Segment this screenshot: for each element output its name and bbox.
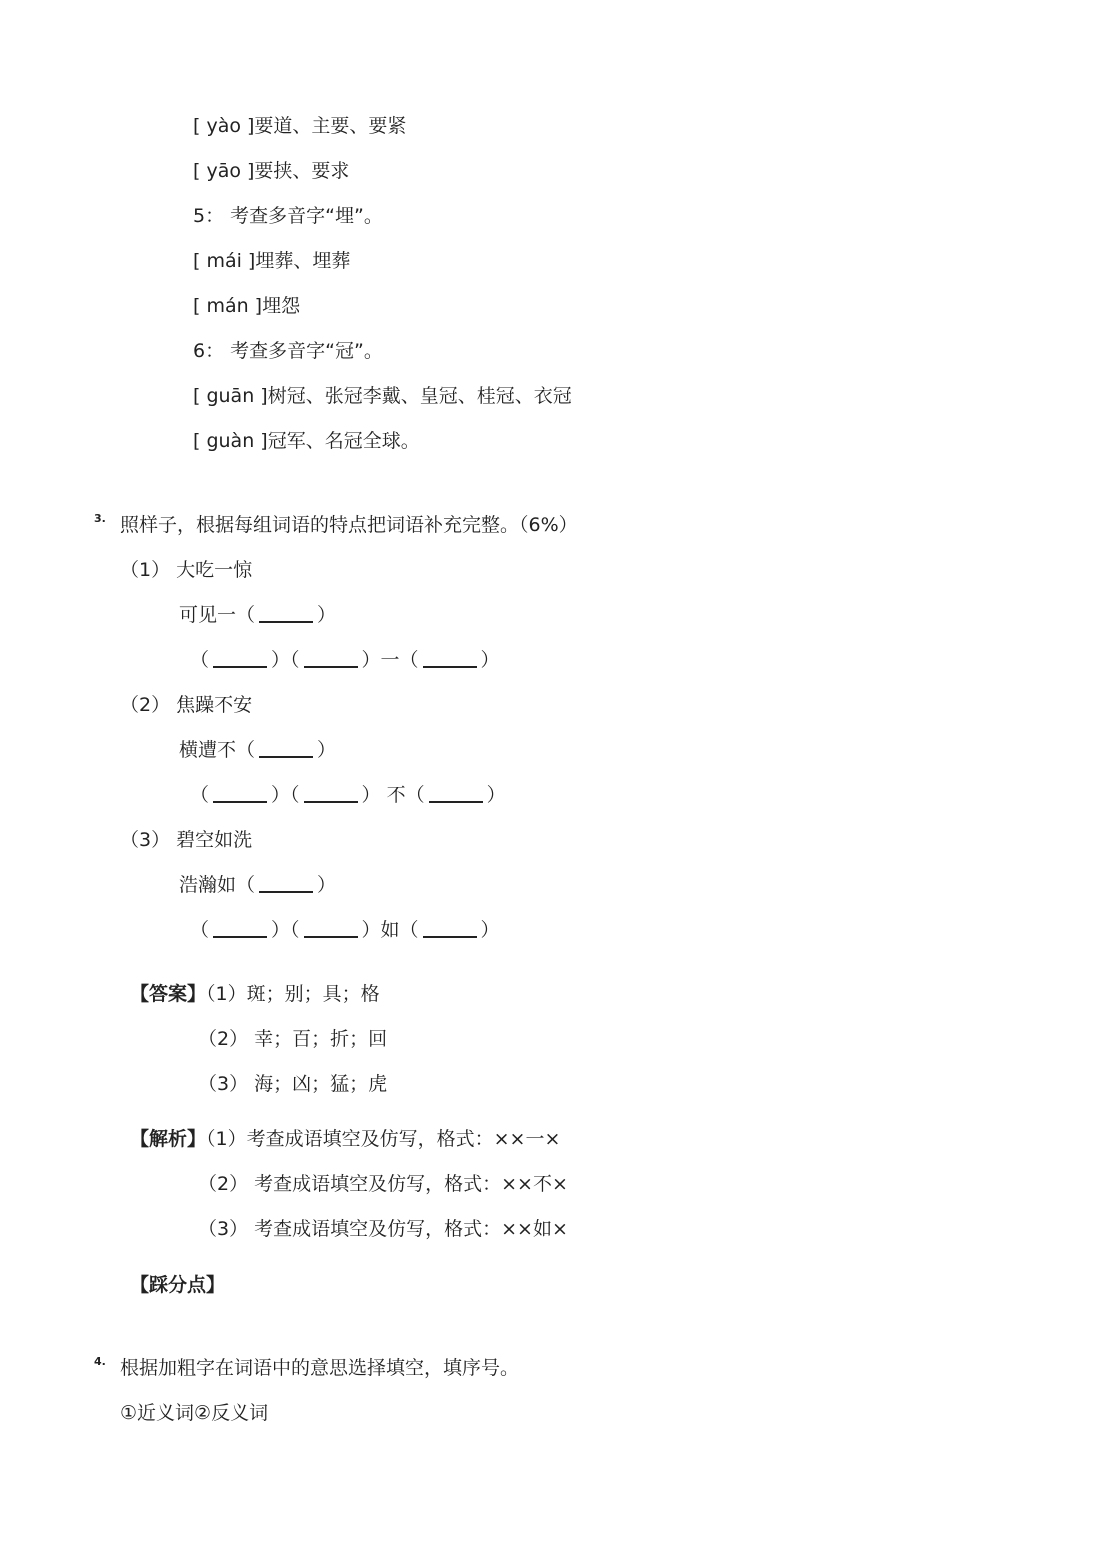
analysis-text: （1）考查成语填空及仿写，格式：××一× — [206, 1128, 561, 1150]
analysis-line — [130, 1127, 560, 1151]
analysis-text: （3） 考查成语填空及仿写，格式：××如× — [198, 1218, 568, 1240]
fill-line: 可见一（ ） — [179, 604, 337, 626]
analysis-line: [ yāo ]要挟、要求 — [193, 160, 350, 182]
answer-blank[interactable] — [304, 650, 358, 668]
answer-blank[interactable] — [429, 785, 483, 803]
group-label: （3） 碧空如洗 — [120, 829, 253, 851]
answer-blank[interactable] — [423, 650, 477, 668]
group-label: （2） 焦躁不安 — [120, 694, 253, 716]
analysis-line: [ yào ]要道、主要、要紧 — [193, 115, 407, 137]
fill-line: 横遭不（ ） — [179, 739, 337, 761]
answer-blank[interactable] — [304, 785, 358, 803]
analysis-line: 5： 考查多音字“埋”。 — [193, 205, 383, 227]
points-tag: 【踩分点】 — [130, 1274, 226, 1296]
fill-line: 浩瀚如（ ） — [179, 874, 337, 896]
answer-text: （3） 海；凶；猛；虎 — [198, 1073, 388, 1095]
analysis-text: （2） 考查成语填空及仿写，格式：××不× — [198, 1173, 568, 1195]
answer-blank[interactable] — [213, 650, 267, 668]
answer-text: （2） 幸；百；折；回 — [198, 1028, 388, 1050]
group-label: （1） 大吃一惊 — [120, 559, 253, 581]
fill-line: （ ）（ ）一（ ） — [190, 649, 500, 671]
fill-line: （ ）（ ） 不（ ） — [190, 784, 506, 806]
question-number: 4. — [94, 1355, 106, 1368]
analysis-tag: 【解析】 — [130, 1128, 207, 1150]
answer-blank[interactable] — [213, 920, 267, 938]
analysis-line: [ mán ]埋怨 — [193, 295, 301, 317]
answer-blank[interactable] — [213, 785, 267, 803]
answer-blank[interactable] — [259, 875, 313, 893]
question-number: 3. — [94, 512, 106, 525]
answer-blank[interactable] — [259, 605, 313, 623]
answer-blank[interactable] — [304, 920, 358, 938]
answer-tag: 【答案】 — [130, 983, 207, 1005]
question-prompt: 照样子，根据每组词语的特点把词语补充完整。（6%） — [120, 514, 578, 536]
answer-blank[interactable] — [423, 920, 477, 938]
question-options: ①近义词②反义词 — [120, 1402, 269, 1424]
answer-blank[interactable] — [259, 740, 313, 758]
fill-line: （ ）（ ）如（ ） — [190, 919, 500, 941]
question-prompt: 根据加粗字在词语中的意思选择填空，填序号。 — [120, 1357, 520, 1379]
analysis-line: [ guàn ]冠军、名冠全球。 — [193, 430, 420, 452]
analysis-line: [ mái ]埋葬、埋葬 — [193, 250, 351, 272]
answer-line — [130, 982, 380, 1006]
analysis-line: [ guān ]树冠、张冠李戴、皇冠、桂冠、衣冠 — [193, 385, 572, 407]
answer-text: （1）斑；别；具；格 — [206, 983, 380, 1005]
analysis-line: 6： 考查多音字“冠”。 — [193, 340, 383, 362]
